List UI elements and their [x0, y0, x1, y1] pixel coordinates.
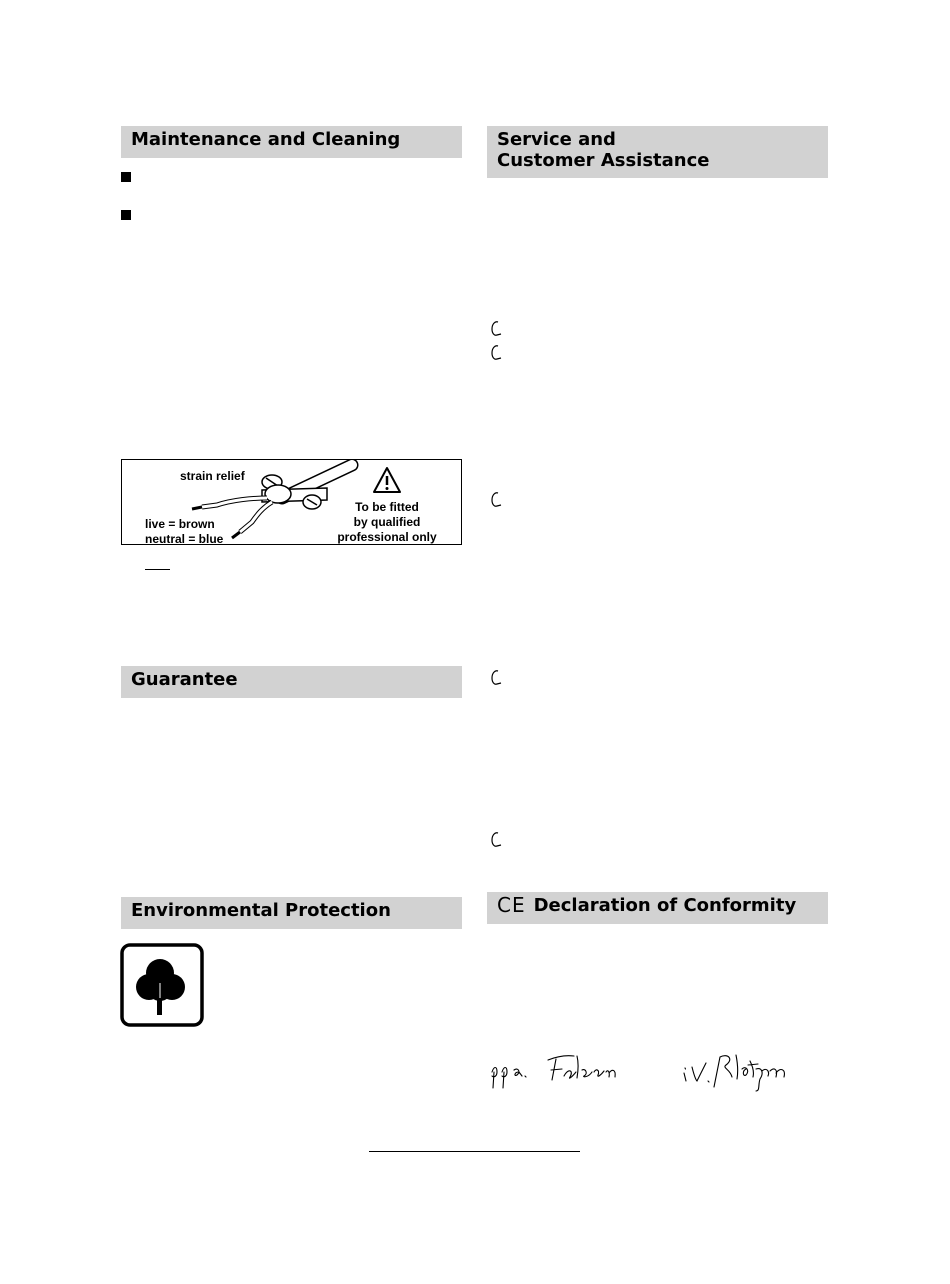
signature-right: [680, 1047, 830, 1097]
service-heading: [487, 126, 828, 178]
footer-rule: [369, 1151, 580, 1152]
bullet-marker: [121, 172, 131, 182]
warning-triangle-icon: [372, 466, 402, 494]
phone-handset-icon: [489, 831, 503, 849]
phone-handset-icon: [489, 669, 503, 687]
neutral-wire-label: neutral = blue: [145, 532, 224, 545]
maintenance-title: Maintenance and Cleaning: [131, 129, 401, 150]
declaration-heading: [487, 892, 828, 924]
strain-relief-label: strain relief: [180, 469, 245, 483]
warning-line-3: professional only: [337, 530, 437, 544]
warning-line-2: by qualified: [353, 515, 421, 529]
maintenance-heading: [121, 126, 462, 158]
phone-handset-icon: [489, 491, 503, 509]
tree-icon: [120, 943, 204, 1027]
warning-text: [322, 500, 452, 544]
signature-left: [488, 1050, 638, 1100]
phone-handset-icon: [489, 320, 503, 338]
phone-handset-icon: [489, 344, 503, 362]
guarantee-title: Guarantee: [131, 669, 238, 690]
environment-heading: [121, 897, 462, 929]
service-title-line-1: Service and: [497, 129, 616, 150]
guarantee-heading: [121, 666, 462, 698]
warning-line-1: To be fitted: [355, 500, 419, 514]
underline-mark: [145, 569, 170, 570]
bullet-marker: [121, 210, 131, 220]
declaration-title: Declaration of Conformity: [533, 895, 797, 916]
live-wire-label: live = brown: [145, 517, 215, 531]
wiring-diagram: [121, 459, 462, 545]
environment-title: Environmental Protection: [131, 900, 391, 921]
ce-mark: CE: [497, 893, 526, 917]
service-title-line-2: Customer Assistance: [497, 150, 710, 171]
